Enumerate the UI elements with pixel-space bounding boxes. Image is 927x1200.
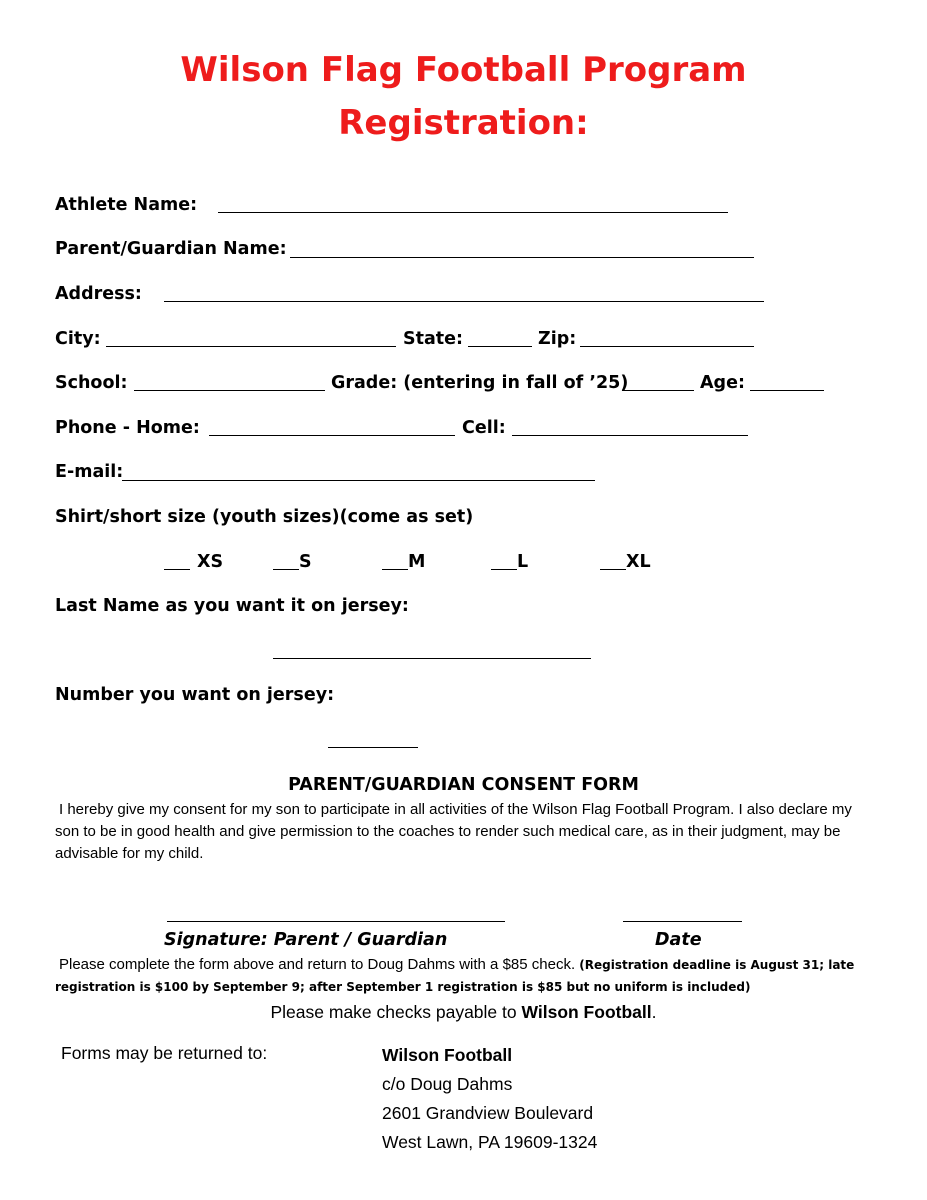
return-line2: 2601 Grandview Boulevard — [382, 1103, 594, 1123]
return-address-block — [382, 1041, 597, 1157]
athlete-name-field[interactable] — [218, 212, 728, 213]
state-field[interactable] — [468, 346, 532, 347]
page-subtitle: Registration: — [338, 103, 589, 143]
jersey-name-label: Last Name as you want it on jersey: — [55, 596, 409, 616]
size-xs-blank[interactable] — [164, 569, 190, 570]
size-xl-label: XL — [626, 552, 651, 572]
zip-field[interactable] — [580, 346, 754, 347]
instructions-paragraph — [55, 954, 905, 998]
consent-text: I hereby give my consent for my son to participate in all activities of the Wilson Flag Football Program. I also declare my son to be in good health and give permission to the coaches to render such medical care, as in their judgment, may be advisable for my child. — [55, 801, 852, 862]
size-s-label: S — [299, 552, 312, 572]
grade-label: Grade: (entering in fall of ’25) — [331, 373, 629, 393]
cell-field[interactable] — [512, 435, 748, 436]
signature-label: Signature: Parent / Guardian — [164, 930, 448, 950]
state-label: State: — [403, 329, 464, 349]
school-label: School: — [55, 373, 128, 393]
zip-label: Zip: — [538, 329, 577, 349]
school-field[interactable] — [134, 390, 325, 391]
deadline-note: (Registration deadline is August 31; late registration is $100 by September 9; after September 1 registration is $85 but no uniform is included) — [55, 958, 855, 994]
size-s-blank[interactable] — [273, 569, 299, 570]
email-label: E-mail: — [55, 462, 124, 482]
return-name: Wilson Football — [382, 1045, 513, 1065]
size-m-label: M — [408, 552, 426, 572]
consent-form-title: PARENT/GUARDIAN CONSENT FORM — [288, 775, 639, 795]
return-line3: West Lawn, PA 19609-1324 — [382, 1132, 598, 1152]
age-label: Age: — [700, 373, 745, 393]
size-xl-blank[interactable] — [600, 569, 626, 570]
jersey-name-field[interactable] — [273, 658, 591, 659]
city-field[interactable] — [106, 346, 396, 347]
parent-name-field[interactable] — [290, 257, 754, 258]
page-title: Wilson Flag Football Program — [180, 50, 747, 90]
size-l-blank[interactable] — [491, 569, 517, 570]
size-xs-label: XS — [197, 552, 224, 572]
size-l-label: L — [517, 552, 529, 572]
size-m-blank[interactable] — [382, 569, 408, 570]
complete-instructions: Please complete the form above and return to Doug Dahms with a $85 check. — [59, 956, 576, 973]
date-field[interactable] — [623, 921, 742, 922]
grade-field[interactable] — [622, 390, 694, 391]
phone-home-label: Phone - Home: — [55, 418, 200, 438]
return-line1: c/o Doug Dahms — [382, 1074, 513, 1094]
jersey-number-field[interactable] — [328, 747, 418, 748]
payable-note — [0, 1000, 927, 1024]
signature-field[interactable] — [167, 921, 505, 922]
parent-name-label: Parent/Guardian Name: — [55, 239, 287, 259]
city-label: City: — [55, 329, 101, 349]
address-label: Address: — [55, 284, 142, 304]
payable-name: Wilson Football — [521, 1002, 652, 1022]
date-label: Date — [655, 930, 702, 950]
athlete-name-label: Athlete Name: — [55, 195, 198, 215]
email-field[interactable] — [122, 480, 595, 481]
age-field[interactable] — [750, 390, 824, 391]
jersey-number-label: Number you want on jersey: — [55, 685, 335, 705]
phone-home-field[interactable] — [209, 435, 455, 436]
payable-suffix: . — [651, 1002, 657, 1022]
shirt-size-label: Shirt/short size (youth sizes)(come as set) — [55, 507, 474, 527]
payable-prefix: Please make checks payable to — [270, 1002, 517, 1022]
cell-label: Cell: — [462, 418, 506, 438]
return-label: Forms may be returned to: — [61, 1043, 268, 1063]
address-field[interactable] — [164, 301, 764, 302]
